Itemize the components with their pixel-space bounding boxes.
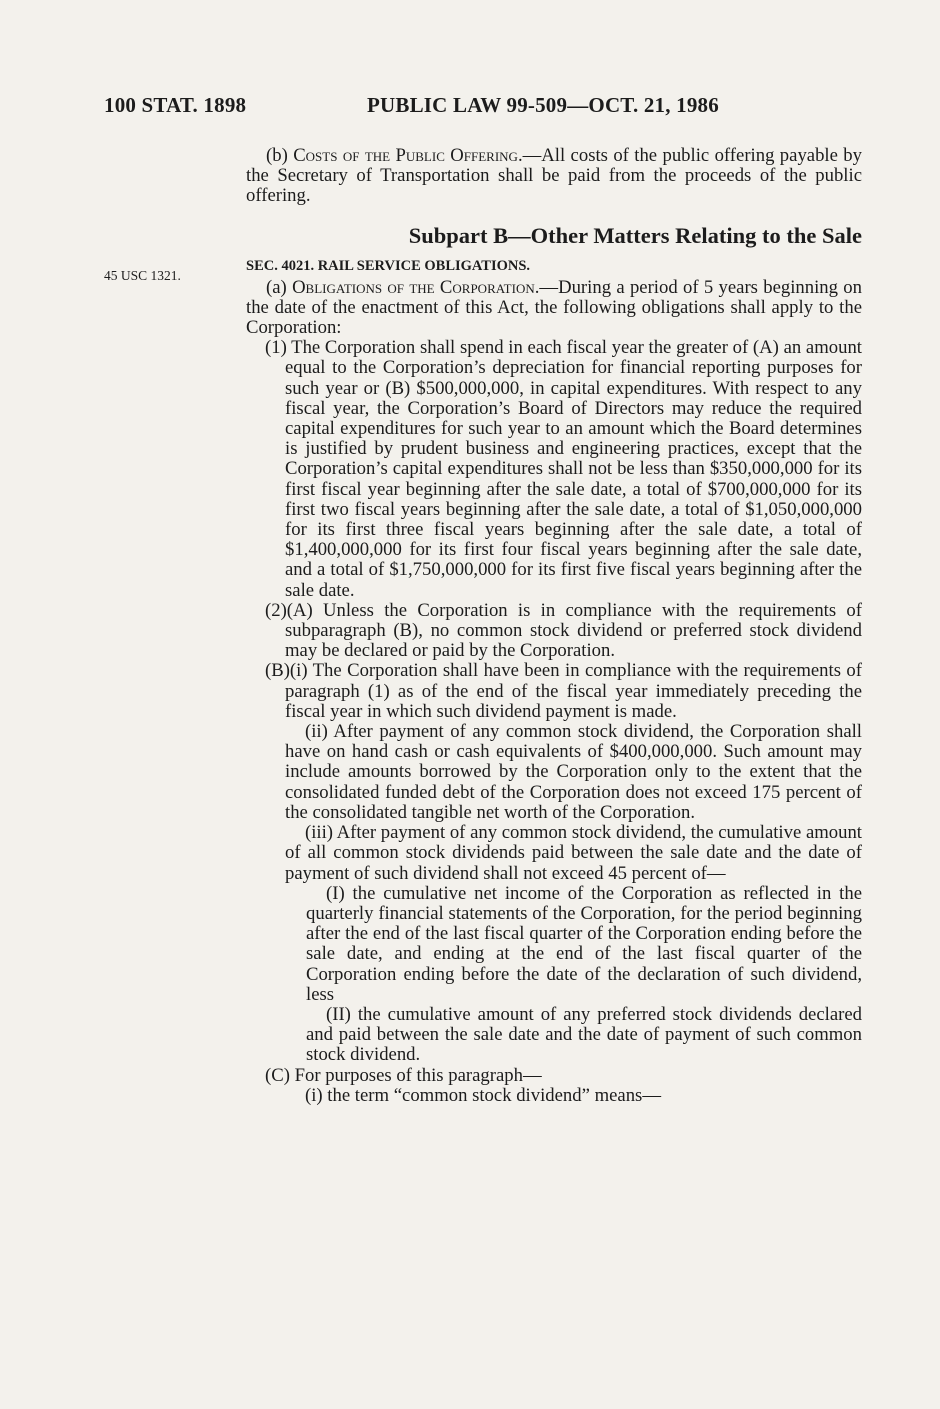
paragraph-a-heading: Obligations of the Corporation — [292, 276, 535, 298]
paragraph-1: (1) The Corporation shall spend in each fiscal year the greater of (A) an amount equal to the Corporation’s depreciation for financial reporting purposes for such year or (B) $500,000,000, in capital expenditures. With respect to any fiscal year, the Corporation’s Board of Directors may reduce the required capital expenditures for such year to an amount which the Board determines is justified by prudent business and engineering practices, except that the Corporation’s capital expenditures shall not be less than $350,000,000 for its first fiscal year beginning after the sale date, a total of $700,000,000 for its first two fiscal years beginning after the sale date, a total of $1,050,000,000 for its first three fiscal years beginning after the sale date, a total of $1,400,000,000 for its first four fiscal years beginning after the sale date, and a total of $1,750,000,000 for its first five fiscal years beginning after the sale date. — [265, 337, 862, 601]
paragraph-2-B-iii: (iii) After payment of any common stock dividend, the cumulative amount of all common stock dividends paid between the sale date and the date of payment of such dividend shall not exceed 45 percent of— — [285, 822, 862, 884]
document-body — [246, 146, 862, 1106]
clause-I: (I) the cumulative net income of the Corporation as reflected in the quarterly financial statements of the Corporation, for the period beginning after the end of the last fiscal quarter of the Corporation ending before the sale date, and ending at the end of the last fiscal quarter of the Corporation ending before the date of the declaration of such dividend, less — [306, 882, 862, 1005]
section-heading: SEC. 4021. RAIL SERVICE OBLIGATIONS. — [246, 257, 531, 274]
paragraph-2-B-i: (B)(i) The Corporation shall have been in compliance with the requirements of paragraph (1) as of the end of the fiscal year immediately preceding the fiscal year in which such dividend payment is made. — [265, 660, 862, 722]
page-number-header: 100 STAT. 1898 — [104, 93, 247, 117]
running-header-title: PUBLIC LAW 99-509—OCT. 21, 1986 — [367, 93, 719, 117]
paragraph-b: (b) Costs of the Public Offering.—All costs of the public offering payable by the Secretary of Transportation shall be paid from the proceeds of the public offering. — [246, 145, 862, 207]
paragraph-2-C-i: (i) the term “common stock dividend” means— — [305, 1084, 662, 1106]
paragraph-2-B-ii: (ii) After payment of any common stock dividend, the Corporation shall have on hand cash or cash equivalents of $400,000,000. Such amount may include amounts borrowed by the Corporation only to the extent that the consolidated funded debt of the Corporation does not exceed 175 percent of the consolidated tangible net worth of the Corporation. — [285, 721, 862, 823]
paragraph-2-C: (C) For purposes of this paragraph— — [265, 1064, 542, 1086]
margin-citation-note: 45 USC 1321. — [104, 268, 181, 283]
subpart-heading: Subpart B—Other Matters Relating to the Sale — [408, 222, 862, 248]
paragraph-b-heading: Costs of the Public Offering — [293, 145, 518, 166]
paragraph-2-A: (2)(A) Unless the Corporation is in compliance with the requirements of subparagraph (B), no common stock dividend or preferred stock dividend may be declared or paid by the Corporation. — [265, 599, 862, 662]
paragraph-a: (a) Obligations of the Corporation.—During a period of 5 years beginning on the date of the enactment of this Act, the following obligations shall apply to the Corporation: — [246, 276, 862, 339]
clause-II: (II) the cumulative amount of any preferred stock dividends declared and paid between the sale date and the date of payment of such common stock dividend. — [306, 1003, 862, 1066]
